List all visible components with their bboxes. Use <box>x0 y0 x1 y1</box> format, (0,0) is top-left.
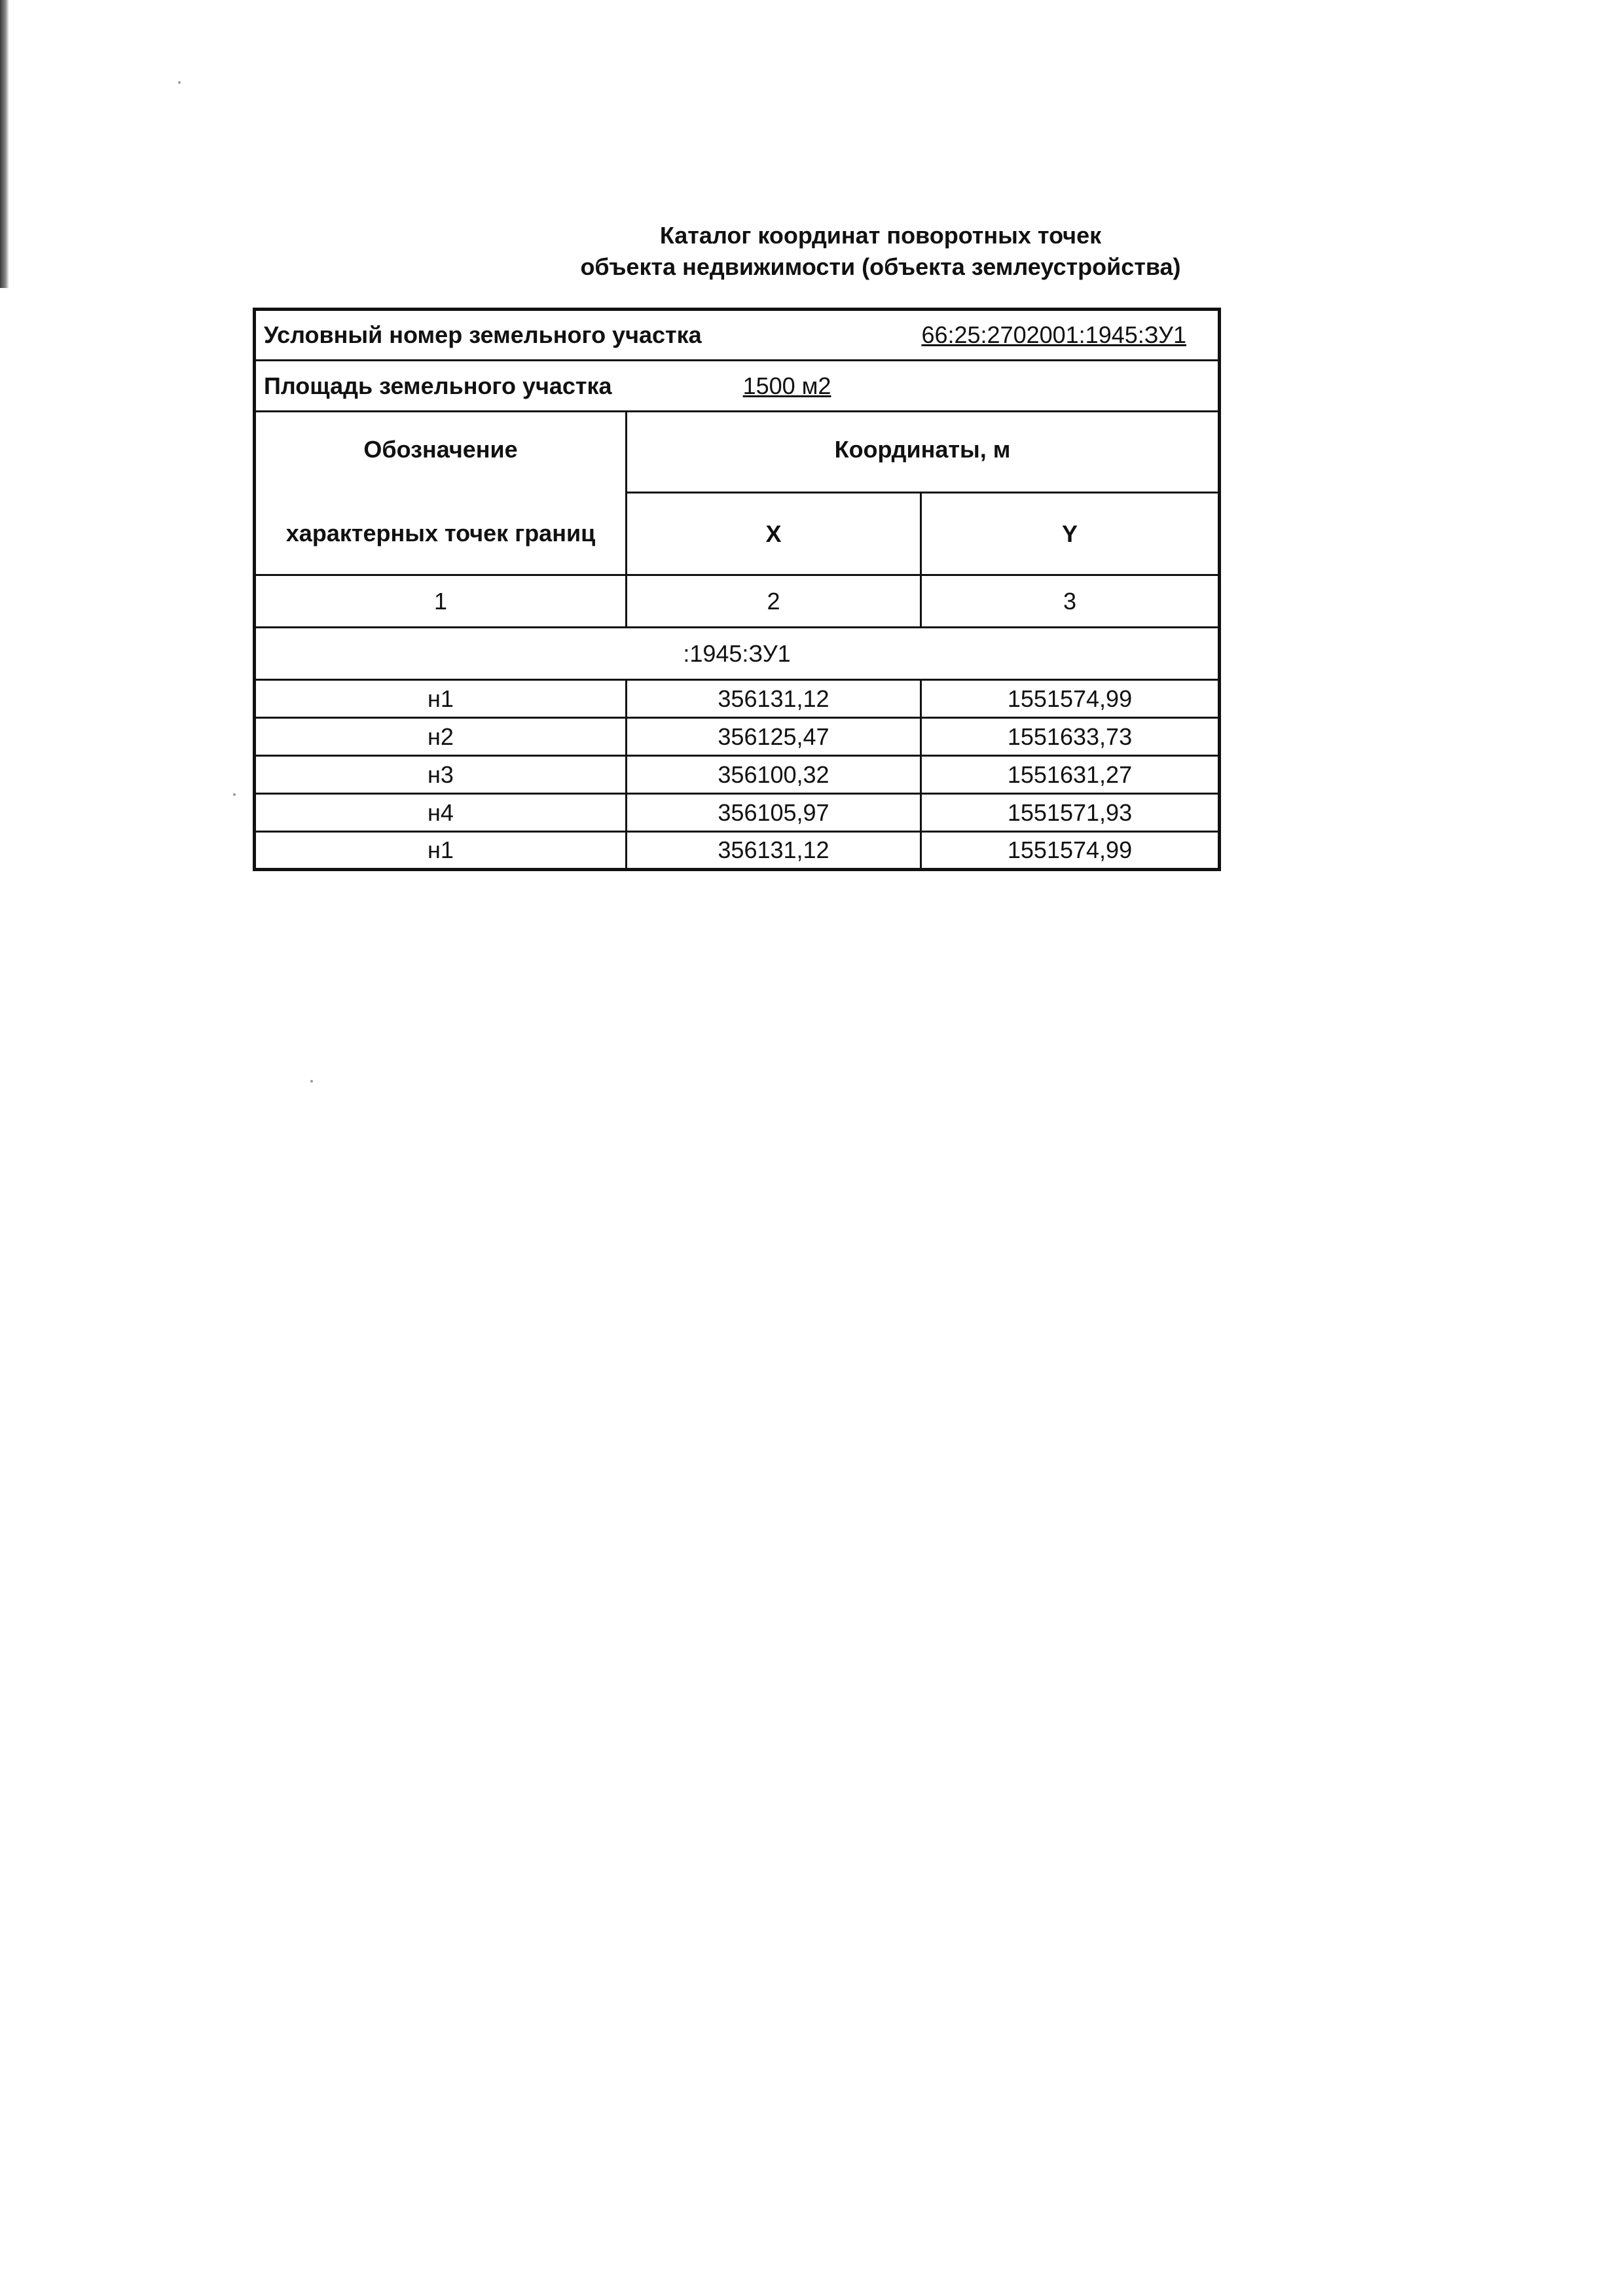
plot-area-row <box>255 361 1220 412</box>
point-designation: н2 <box>255 718 627 756</box>
column-number: 3 <box>921 575 1220 628</box>
point-y: 1551571,93 <box>921 794 1220 832</box>
point-designation: н3 <box>255 756 627 794</box>
point-x: 356105,97 <box>627 794 921 832</box>
header-coordinates: Координаты, м <box>627 412 1220 493</box>
scan-edge-shadow <box>0 0 9 288</box>
column-numbers-row <box>255 575 1220 628</box>
title-line-2: объекта недвижимости (объекта землеустройства) <box>580 253 1181 280</box>
point-designation: н4 <box>255 794 627 832</box>
cadastral-number-row <box>255 310 1220 361</box>
table-row <box>255 832 1220 870</box>
column-number: 2 <box>627 575 921 628</box>
coordinates-table <box>253 308 1221 871</box>
point-x: 356131,12 <box>627 832 921 870</box>
point-x: 356125,47 <box>627 718 921 756</box>
point-y: 1551574,99 <box>921 680 1220 718</box>
section-label: :1945:ЗУ1 <box>255 628 1220 680</box>
cadastral-number-value: 66:25:2702001:1945:ЗУ1 <box>921 321 1186 348</box>
point-y: 1551574,99 <box>921 832 1220 870</box>
table-header-top <box>255 412 1220 493</box>
header-designation-bottom: характерных точек границ <box>255 493 627 575</box>
header-x: X <box>627 493 921 575</box>
point-x: 356100,32 <box>627 756 921 794</box>
table-row <box>255 680 1220 718</box>
title-line-1: Каталог координат поворотных точек <box>659 222 1102 249</box>
scan-speck <box>233 793 236 796</box>
plot-area-value: 1500 м2 <box>742 372 831 399</box>
point-x: 356131,12 <box>627 680 921 718</box>
scan-speck <box>178 81 181 84</box>
scan-speck <box>310 1080 313 1083</box>
point-y: 1551631,27 <box>921 756 1220 794</box>
cadastral-number-label: Условный номер земельного участка <box>264 321 702 348</box>
column-number: 1 <box>255 575 627 628</box>
document-title <box>524 220 1237 283</box>
header-y: Y <box>921 493 1220 575</box>
point-designation: н1 <box>255 832 627 870</box>
table-row <box>255 718 1220 756</box>
table-row <box>255 756 1220 794</box>
point-y: 1551633,73 <box>921 718 1220 756</box>
table-header-bottom <box>255 493 1220 575</box>
plot-area-label: Площадь земельного участка <box>264 372 612 399</box>
section-row <box>255 628 1220 680</box>
header-designation-top: Обозначение <box>255 412 627 493</box>
point-designation: н1 <box>255 680 627 718</box>
table-row <box>255 794 1220 832</box>
